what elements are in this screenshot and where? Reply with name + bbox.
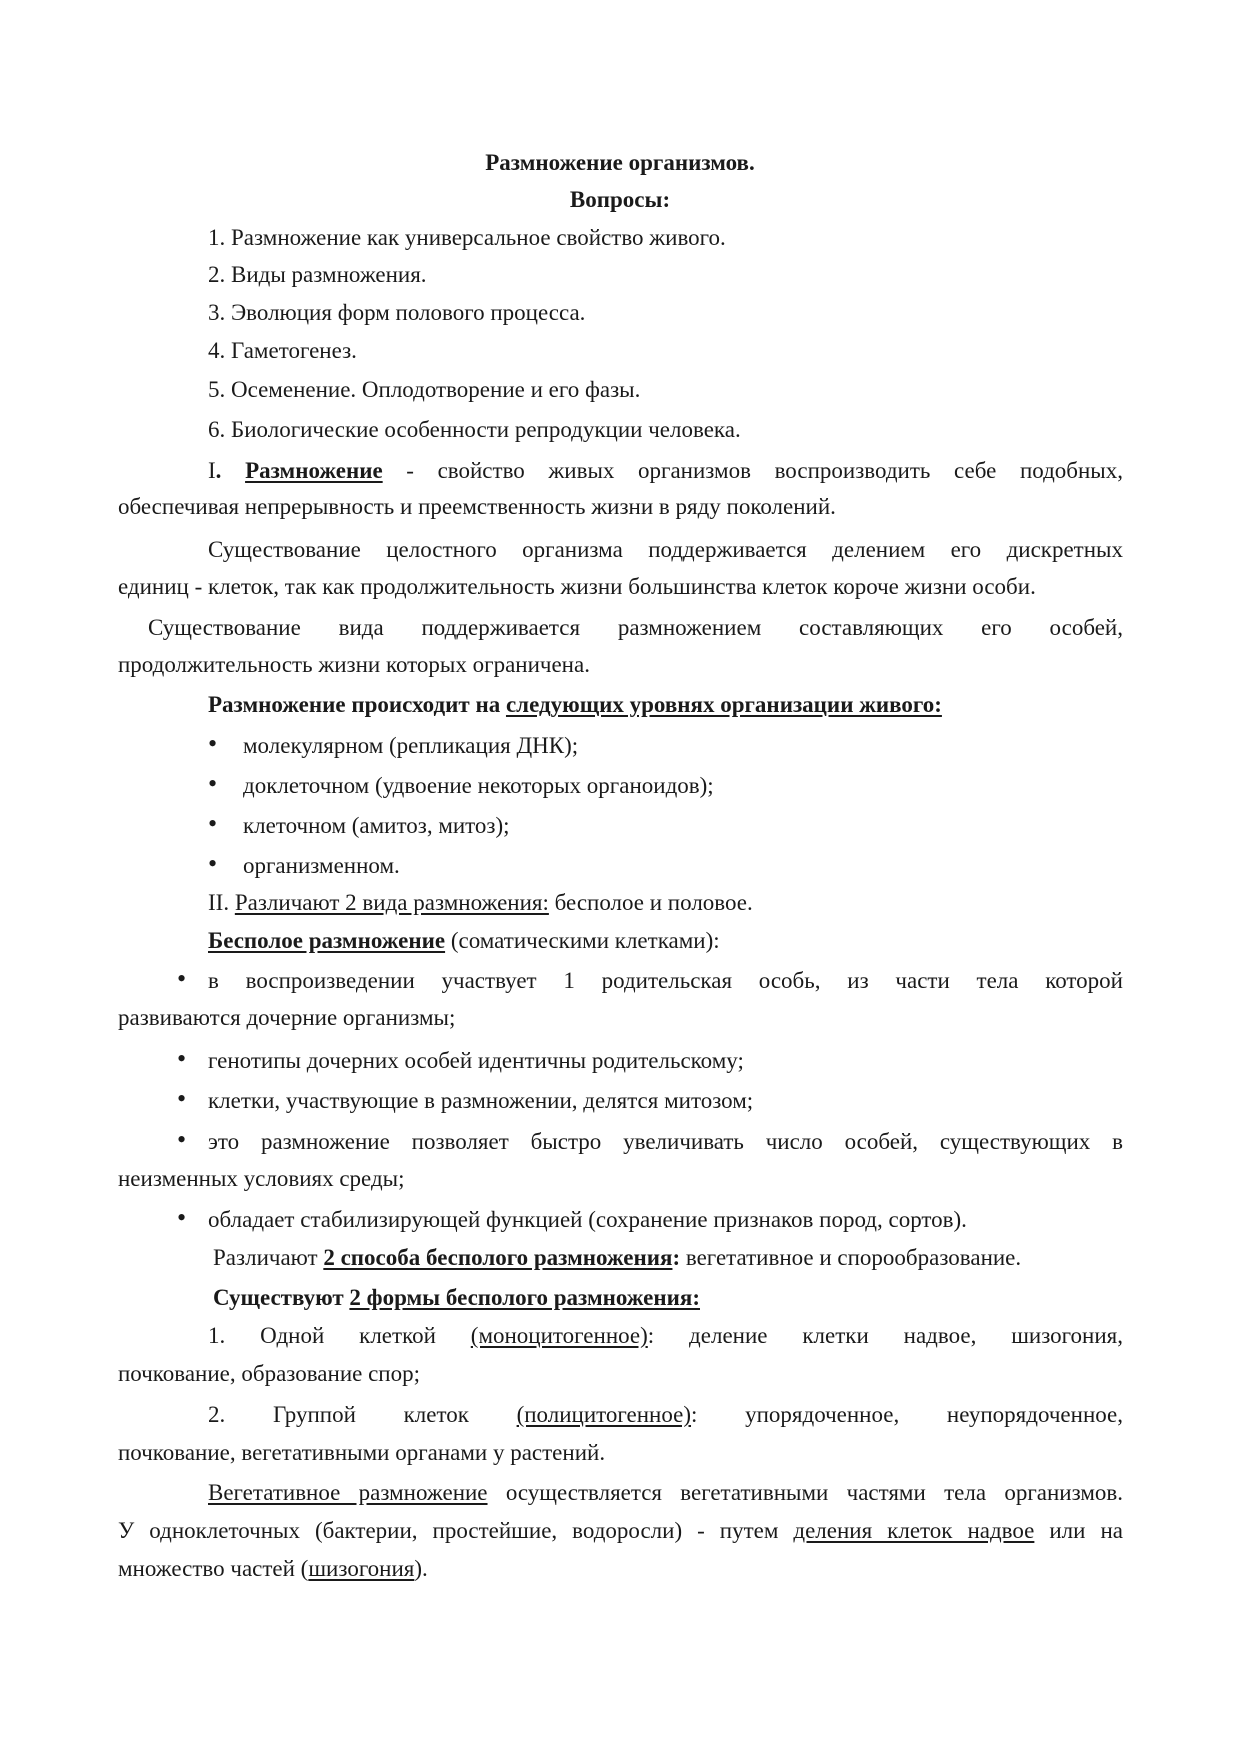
levels-heading: Размножение происходит на следующих уровнях организации живого: (208, 692, 942, 717)
bullet-icon: • (208, 809, 218, 838)
asexual-item: в воспроизведении участвует 1 родительская особь, из части тела которой (208, 968, 1123, 993)
section1-line1: I. Размножение - свойство живых организмов воспроизводить себе подобных, (208, 458, 1124, 483)
level-item: доклеточном (удвоение некоторых органоидов); (243, 773, 714, 798)
level-item: организменном. (243, 853, 400, 878)
section2-line: II. Различают 2 вида размножения: бесполое и половое. (208, 890, 753, 915)
form2-line2: почкование, вегетативными органами у растений. (118, 1440, 606, 1465)
question-item: 3. Эволюция форм полового процесса. (208, 300, 586, 325)
asexual-item: это размножение позволяет быстро увеличивать число особей, существующих в (208, 1129, 1123, 1154)
question-item: 4. Гаметогенез. (208, 338, 357, 363)
para-species-line1: Существование вида поддерживается размножением составляющих его особей, (148, 615, 1123, 640)
question-item: 6. Биологические особенности репродукции человека. (208, 417, 741, 442)
para-cells-line2: единиц - клеток, так как продолжительность жизни большинства клеток короче жизни особи. (118, 574, 1036, 599)
para-cells-line1: Существование целостного организма поддерживается делением его дискретных (208, 537, 1123, 562)
asexual-heading: Бесполое размножение (соматическими клетками): (208, 928, 720, 953)
bullet-icon: • (208, 729, 218, 758)
term-reproduction: Размножение (245, 458, 383, 483)
asexual-item-cont: развиваются дочерние организмы; (118, 1005, 456, 1030)
bullet-icon: • (177, 964, 187, 993)
asexual-item: обладает стабилизирующей функцией (сохранение признаков пород, сортов). (208, 1207, 967, 1232)
page-title: Размножение организмов. (485, 150, 755, 175)
bullet-icon: • (208, 769, 218, 798)
bullet-icon: • (177, 1084, 187, 1113)
questions-heading: Вопросы: (569, 187, 671, 212)
vegetative-line3: множество частей (шизогония). (118, 1556, 428, 1581)
bullet-icon: • (177, 1203, 187, 1232)
bullet-icon: • (177, 1044, 187, 1073)
level-item: молекулярном (репликация ДНК); (243, 733, 579, 758)
para-species-line2: продолжительность жизни которых ограничена. (118, 652, 590, 677)
asexual-item: генотипы дочерних особей идентичны родительскому; (208, 1048, 744, 1073)
question-item: 5. Осеменение. Оплодотворение и его фазы. (208, 377, 641, 402)
methods-line: Различают 2 способа бесполого размножения: вегетативное и спорообразование. (213, 1245, 1022, 1270)
question-item: 2. Виды размножения. (208, 262, 427, 287)
bullet-icon: • (208, 849, 218, 878)
forms-heading: Существуют 2 формы бесполого размножения: (213, 1285, 700, 1310)
asexual-item-cont: неизменных условиях среды; (118, 1166, 405, 1191)
question-item: 1. Размножение как универсальное свойство живого. (208, 225, 726, 250)
vegetative-line1: Вегетативное размножение осуществляется вегетативными частями тела организмов. (208, 1480, 1124, 1505)
level-item: клеточном (амитоз, митоз); (243, 813, 510, 838)
form2-line1: 2. Группой клеток (полицитогенное): упорядоченное, неупорядоченное, (208, 1402, 1123, 1427)
form1-line1: 1. Одной клеткой (моноцитогенное): деление клетки надвое, шизогония, (208, 1323, 1123, 1348)
section1-line2: обеспечивая непрерывность и преемственность жизни в ряду поколений. (118, 494, 836, 519)
vegetative-line2: У одноклеточных (бактерии, простейшие, водоросли) - путем деления клеток надвое или на (118, 1518, 1123, 1543)
bullet-icon: • (177, 1125, 187, 1154)
asexual-item: клетки, участвующие в размножении, делятся митозом; (208, 1088, 754, 1113)
form1-line2: почкование, образование спор; (118, 1361, 420, 1386)
